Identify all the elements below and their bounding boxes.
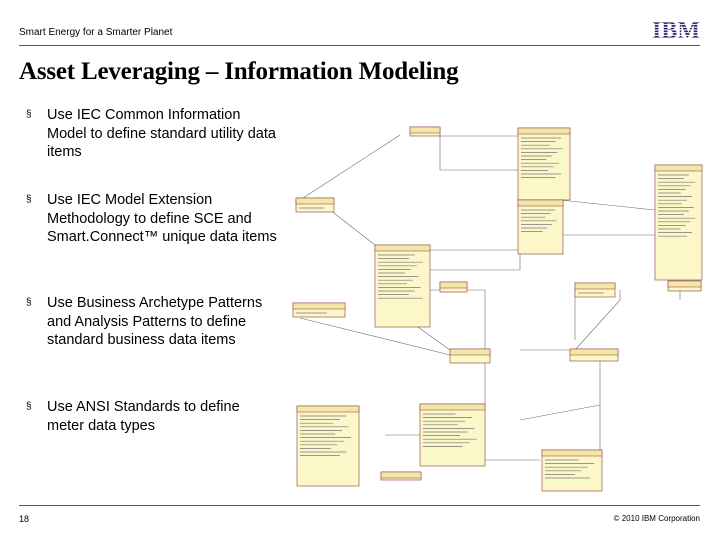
association-line [575, 290, 620, 350]
class-box-header [518, 200, 563, 206]
class-box-header [381, 472, 421, 478]
bullet-marker: § [26, 194, 32, 205]
class-box-header [296, 198, 334, 204]
header-tagline: Smart Energy for a Smarter Planet [19, 27, 173, 38]
class-box-header [575, 283, 615, 289]
class-box-body [518, 200, 563, 254]
class-box-header [655, 165, 702, 171]
association-line [425, 290, 485, 350]
association-line [560, 200, 655, 210]
uml-class-box [296, 198, 334, 212]
page-number: 18 [19, 514, 30, 524]
class-box-body [375, 245, 430, 327]
logo-text: IBM [652, 18, 700, 41]
bullet-marker: § [26, 401, 32, 412]
uml-class-box [542, 450, 602, 491]
uml-class-box [518, 128, 570, 200]
bullet-text: Use Business Archetype Patterns and Analysis Patterns to define standard business data items [47, 295, 263, 348]
uml-class-box [655, 165, 702, 280]
bullet-text: Use IEC Model Extension Methodology to define SCE and Smart.Connect™ unique data items [47, 192, 277, 245]
class-box-body [297, 406, 359, 486]
uml-class-box [518, 200, 563, 254]
association-line [330, 210, 375, 245]
class-box-header [542, 450, 602, 456]
association-line [300, 135, 400, 200]
class-box-header [293, 303, 345, 309]
header-divider [19, 45, 700, 46]
ibm-logo [652, 17, 700, 41]
uml-class-box [450, 349, 490, 363]
class-box-header [420, 404, 485, 410]
copyright-notice: © 2010 IBM Corporation [613, 514, 700, 523]
class-box-header [410, 127, 440, 133]
association-line [425, 225, 520, 270]
association-line [440, 136, 518, 170]
class-box-header [440, 282, 467, 288]
class-box-body [518, 128, 570, 200]
footer-divider [19, 505, 700, 506]
slide-title: Asset Leveraging – Information Modeling [19, 58, 459, 85]
uml-class-box [570, 349, 618, 361]
uml-class-box [293, 303, 345, 317]
uml-class-box [575, 283, 615, 297]
bullet-marker: § [26, 297, 32, 308]
class-box-header [297, 406, 359, 412]
association-line [415, 325, 450, 350]
association-line [520, 405, 600, 420]
bullet-marker: § [26, 109, 32, 120]
class-box-header [450, 349, 490, 355]
bullet-text: Use IEC Common Information Model to define standard utility data items [47, 107, 276, 160]
uml-class-box [381, 472, 421, 480]
uml-class-box [375, 245, 430, 327]
uml-class-box [420, 404, 485, 466]
uml-class-diagram [290, 120, 710, 492]
class-box-body [420, 404, 485, 466]
uml-class-box [297, 406, 359, 486]
class-box-header [518, 128, 570, 134]
class-box-header [375, 245, 430, 251]
uml-class-box [410, 127, 440, 136]
class-box-header [570, 349, 618, 355]
class-box-header [668, 281, 701, 287]
uml-class-box [440, 282, 467, 292]
bullet-text: Use ANSI Standards to define meter data types [47, 399, 240, 434]
uml-class-box [668, 281, 701, 291]
